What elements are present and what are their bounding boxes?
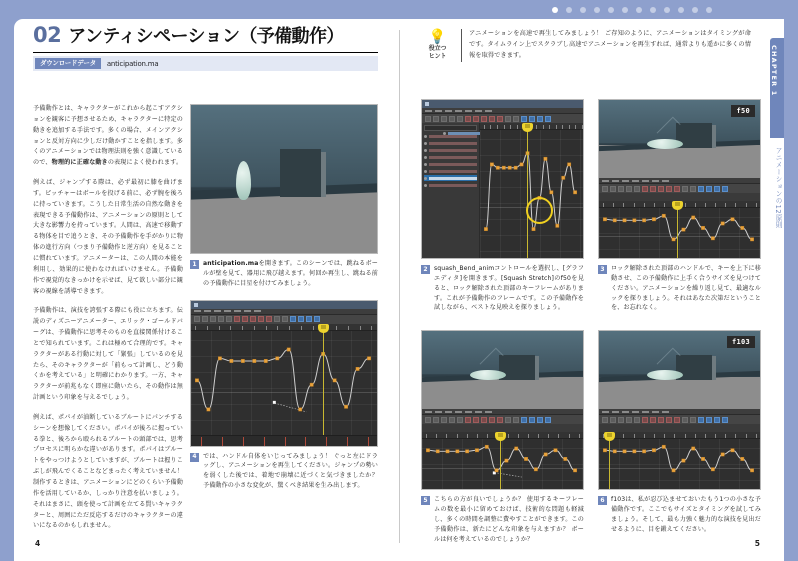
animation-curve <box>480 123 583 256</box>
figure-image <box>598 330 761 490</box>
figure-cell <box>421 99 584 324</box>
graph-editor-tool-button[interactable] <box>690 417 696 423</box>
download-filename: anticipation.ma <box>106 59 159 68</box>
graph-editor-tool-button[interactable] <box>666 186 672 192</box>
figure-caption-text: ロック解除された頂部のハンドルで、キーを上下に移動させ、この予備動作に上手く合うサイズを見つけてください。アニメーションを繰り返し見て、最適なルックを探りましょう。それはあなた次第だということを、お忘れなく。 <box>611 265 761 312</box>
download-badge: ダウンロードデータ <box>35 58 101 69</box>
graph-editor-tool-button[interactable] <box>674 417 680 423</box>
right-page <box>399 19 784 561</box>
graph-editor-tool-button[interactable] <box>618 417 624 423</box>
graph-editor-tool-button[interactable] <box>489 417 495 423</box>
viewport-ground <box>422 377 583 410</box>
graph-editor-tool-button[interactable] <box>489 116 495 122</box>
graph-editor-toolbar[interactable] <box>422 415 583 424</box>
graph-editor-curve-area[interactable] <box>599 201 760 258</box>
graph-editor-toolbar[interactable] <box>422 114 583 123</box>
graph-editor-tool-button[interactable] <box>722 417 728 423</box>
playhead[interactable] <box>500 432 501 489</box>
graph-editor-tool-button[interactable] <box>250 316 256 322</box>
graph-editor-curve-area[interactable] <box>422 432 583 489</box>
graph-editor-tool-button[interactable] <box>626 417 632 423</box>
graph-editor-tool-button[interactable] <box>441 116 447 122</box>
figure-caption-text: squash_Bend_animコントロールを選択し、[グラフエディタ]を開きます。[Squash Stretch]のf50を見ると、ロック解除された頂部のキーフレームがあります。これが予備動作のフレームです。この予備動作を試しながら、ベストな見映えを探りましょう。 <box>434 265 584 312</box>
playhead[interactable] <box>323 324 324 446</box>
maya-graph-editor <box>191 301 377 446</box>
graph-editor-tool-button[interactable] <box>650 417 656 423</box>
graph-editor-toolbar[interactable] <box>599 184 760 193</box>
body-paragraph: 予備動作とは、キャラクターがこれから起こすアクションを観客に予想させるため、キャラクターに特定の動きを追加する手法です。多くの場合、メインアクションと反対方向に少しだけ動かすことを指します。多くのアニメーションでは物理法則を強く意識しているので、物理的に正確な動きの表現によく使われます。 <box>33 105 183 167</box>
graph-editor-tool-button[interactable] <box>706 186 712 192</box>
figure-image <box>190 104 378 254</box>
graph-editor-curve-area[interactable] <box>191 324 377 446</box>
graph-editor-tool-button[interactable] <box>218 316 224 322</box>
outliner-row[interactable] <box>424 175 477 181</box>
body-paragraph: 予備動作は、演技を誇張する際にも役に立ちます。伝説のディズニーアニメーター、エリック・ゴールドバーグは、予備動作に思考そのものを直接関係付けることで知られています。これは極めて合理的です。キャラクターがある行動に対して「緊張」しているのを見たら、そのキャラクターが「前もって計画し、どう動くかを考えている」と明確にわかります。一方、キャラクターが前兆もなく即座に動いたら、その動作は無計画という印象を与えるでしょう。 <box>33 307 183 402</box>
figure-caption-text: f103は、私が忍び込ませておいたもう1つの小さな予備動作です。ここでもサイズとタイミングを試してみましょう。そして、最も力強く魅力的な演技を見出だせるように、目を鍛えてください。 <box>611 496 761 533</box>
graph-editor-tool-button[interactable] <box>497 417 503 423</box>
left-figure-column <box>190 104 378 502</box>
graph-editor-curve-area[interactable] <box>599 432 760 489</box>
graph-editor-tool-button[interactable] <box>529 417 535 423</box>
tip-box <box>421 29 751 62</box>
playhead-handle[interactable] <box>522 123 533 132</box>
outliner-row[interactable] <box>424 168 477 174</box>
graph-editor-tool-button[interactable] <box>481 116 487 122</box>
graph-editor-tool-button[interactable] <box>425 116 431 122</box>
graph-editor-tool-button[interactable] <box>465 116 471 122</box>
section-number: 02 <box>33 23 62 47</box>
figure-number: 3 <box>598 265 607 274</box>
graph-editor-tool-button[interactable] <box>674 186 680 192</box>
figure-caption <box>421 264 584 313</box>
viewport-wall <box>280 149 321 196</box>
graph-editor-tool-button[interactable] <box>602 186 608 192</box>
graph-editor-tool-button[interactable] <box>682 186 688 192</box>
graph-editor-tool-button[interactable] <box>682 417 688 423</box>
graph-editor-tool-button[interactable] <box>266 316 272 322</box>
graph-editor-tool-button[interactable] <box>433 417 439 423</box>
graph-editor-tool-button[interactable] <box>457 116 463 122</box>
figure-caption-text: anticipation.maを開きます。このシーンでは、跳ねるボールが壁を見て、器用に飛び越えます。何回か再生し、跳ねる前の予備動作に目星を付けてみましょう。 <box>203 260 378 287</box>
graph-editor-titlebar <box>191 301 377 309</box>
header-rule <box>33 52 378 53</box>
graph-editor-titlebar <box>422 100 583 108</box>
graph-editor-tool-button[interactable] <box>473 116 479 122</box>
figure-number: 4 <box>190 453 199 462</box>
graph-editor-tool-button[interactable] <box>650 186 656 192</box>
figure-caption <box>598 495 761 534</box>
graph-editor-tool-button[interactable] <box>314 316 320 322</box>
window-icon <box>425 102 429 106</box>
animation-curve <box>191 324 377 434</box>
maya-graph-editor <box>422 100 583 258</box>
figure-number: 2 <box>421 265 430 274</box>
chapter-subtitle: アニメーションの12原則 <box>774 147 782 229</box>
graph-editor-tool-button[interactable] <box>658 186 664 192</box>
graph-editor-tool-button[interactable] <box>258 316 264 322</box>
figure-caption-text: こちらの方が良いでしょうか？ 使用するキーフレームの数を最小に留めておけば、技術的な問題も軽減し、多くの時間を調整に費やすことができます。この予備動作は、新たにどんな印象を与えますか？ ボールは何を考えているのでしょうか？ <box>434 496 584 543</box>
graph-editor-tool-button[interactable] <box>433 116 439 122</box>
tip-label-line2: ヒント <box>428 53 447 61</box>
graph-editor-tool-button[interactable] <box>425 417 431 423</box>
maya-viewport <box>191 105 377 253</box>
graph-editor-tool-button[interactable] <box>618 186 624 192</box>
page-indicator-dots <box>0 0 798 19</box>
graph-editor-tool-button[interactable] <box>441 417 447 423</box>
graph-editor-tool-button[interactable] <box>722 186 728 192</box>
left-page <box>14 19 399 561</box>
graph-editor-tool-button[interactable] <box>457 417 463 423</box>
graph-editor-toolbar[interactable] <box>191 315 377 324</box>
graph-editor-tool-button[interactable] <box>290 316 296 322</box>
graph-editor-tool-button[interactable] <box>521 116 527 122</box>
graph-editor-tool-button[interactable] <box>602 417 608 423</box>
graph-editor-tool-button[interactable] <box>634 186 640 192</box>
page-dot <box>622 7 628 13</box>
graph-editor-tool-button[interactable] <box>529 116 535 122</box>
graph-editor-tool-button[interactable] <box>473 417 479 423</box>
graph-editor-tool-button[interactable] <box>242 316 248 322</box>
right-figure-grid <box>421 99 761 556</box>
figure-caption-text: では、ハンドル自体をいじってみましょう！ ぐっと左にドラッグし、アニメーションを再生してください。ジャンプの勢いを弱くした後では、着地で崩壊に近づくと気づきましたか？ 予備動作の小さな変化が、驚くべき結果を生み出します。 <box>203 452 378 490</box>
body-paragraph: 例えば、ポパイが油断しているブルートにパンチするシーンを想像してください。ポパイが後ろに握っている拳と、後ろから殴られるブルートの頭部では、思考プロセスに明らかな違いがあります。ポパイはブルートをやっつけようとしていますが、ブルートは握りこぶしが飛んでくることなどまったく考えていません！ 制作するときは、アニメーションにどのくらい予備動作を活用しているか、しっかり注意を払いましょう。それはまさに、頭を使って計画を立てる賢いキャラクターと、周囲にただ反応するだけのキャラクターの違いになるのかもしれません。 <box>33 413 183 530</box>
graph-editor-tool-button[interactable] <box>449 417 455 423</box>
page-number-left: 4 <box>35 539 41 548</box>
graph-editor-toolbar[interactable] <box>599 415 760 424</box>
spread-gutter <box>399 30 400 543</box>
graph-editor-timebar[interactable] <box>191 435 377 446</box>
outliner-row[interactable] <box>424 182 477 188</box>
graph-editor-curve-area[interactable] <box>480 123 583 258</box>
graph-editor-outliner[interactable] <box>422 123 480 258</box>
graph-editor-tool-button[interactable] <box>497 116 503 122</box>
graph-editor-tool-button[interactable] <box>714 417 720 423</box>
figure <box>421 330 584 544</box>
graph-editor-tool-button[interactable] <box>465 417 471 423</box>
graph-editor-tool-button[interactable] <box>537 116 543 122</box>
body-paragraph: 例えば、ジャンプする際は、必ず最初に膝を曲げます。ピッチャーはボールを投げる前に、必ず腕を後ろに持っていきます。こうした日常生活の自然な動きを表現できる予備動作は、アニメーションの原則として大きな影響力を持っています。人間は、高速で移動する物体を目で追うとき、その予備動作を手がかりに物体の進行方向（つまり予備動作と逆方向）を見ることに慣れています。アニメーターは、この人間の本能を利用し、効果的に使わなければいけません。予備動作で視覚的なきっかけを示せば、見て欲しい部分に観客の視線を誘導できます。 <box>33 179 183 295</box>
figure-cell <box>421 330 584 555</box>
figure <box>598 330 761 534</box>
frame-number-label: f103 <box>727 336 755 348</box>
tip-text: アニメーションを高速で再生してみましょう！ ご存知のように、アニメーションはタイミングが命です。タイムライン上でスクラブし高速でアニメーションを再生すれば、通常よりも遥かに多くの情報を取得できます。 <box>461 29 751 62</box>
maya-graph-editor <box>422 409 583 489</box>
page-dot <box>580 7 586 13</box>
graph-editor-tool-button[interactable] <box>658 417 664 423</box>
maya-viewport <box>422 331 583 409</box>
page-dot <box>664 7 670 13</box>
graph-editor-tool-button[interactable] <box>234 316 240 322</box>
figure-cell <box>598 330 761 555</box>
playhead[interactable] <box>609 432 610 489</box>
graph-editor-tool-button[interactable] <box>690 186 696 192</box>
graph-editor-tool-button[interactable] <box>626 186 632 192</box>
figure <box>421 99 584 313</box>
graph-editor-tool-button[interactable] <box>513 417 519 423</box>
page-dot <box>594 7 600 13</box>
viewport-ball <box>236 161 251 199</box>
figure-caption <box>421 495 584 544</box>
page-dot <box>608 7 614 13</box>
figure <box>190 300 378 491</box>
figure-caption <box>190 259 378 289</box>
viewport-wall-edge <box>712 125 716 148</box>
figure-image <box>421 99 584 259</box>
graph-editor-tool-button[interactable] <box>698 417 704 423</box>
graph-editor-tool-button[interactable] <box>210 316 216 322</box>
figure-caption <box>190 452 378 491</box>
outliner-row[interactable] <box>424 140 477 146</box>
chapter-tab-label: CHAPTER 1 <box>770 45 778 97</box>
window-icon <box>194 303 198 307</box>
graph-editor-tool-button[interactable] <box>202 316 208 322</box>
frame-number-label: f50 <box>731 105 755 117</box>
graph-editor-tool-button[interactable] <box>698 186 704 192</box>
outliner-row[interactable] <box>424 147 477 153</box>
figure-number: 6 <box>598 496 607 505</box>
graph-editor-tool-button[interactable] <box>706 417 712 423</box>
viewport-ground <box>191 191 377 253</box>
graph-editor-tool-button[interactable] <box>537 417 543 423</box>
viewport-ground <box>599 145 760 178</box>
page-dot <box>552 7 558 13</box>
page-dot <box>678 7 684 13</box>
graph-editor-tool-button[interactable] <box>505 116 511 122</box>
page-header <box>33 25 378 71</box>
chapter-tab <box>770 38 784 138</box>
graph-editor-tool-button[interactable] <box>282 316 288 322</box>
graph-editor-tool-button[interactable] <box>545 417 551 423</box>
page-dot <box>636 7 642 13</box>
figure <box>598 99 761 313</box>
body-text-column <box>33 104 183 541</box>
page-title: アンティシペーション（予備動作） <box>68 26 344 47</box>
figure-number: 1 <box>190 260 199 269</box>
page-dot <box>566 7 572 13</box>
page-dot <box>650 7 656 13</box>
graph-editor-tool-button[interactable] <box>513 116 519 122</box>
figure-image <box>190 300 378 447</box>
outliner-row[interactable] <box>424 161 477 167</box>
figure-image <box>421 330 584 490</box>
graph-editor-tool-button[interactable] <box>714 186 720 192</box>
graph-editor-tool-button[interactable] <box>194 316 200 322</box>
page-dot <box>706 7 712 13</box>
lightbulb-icon: 💡 <box>428 29 447 45</box>
graph-editor-tool-button[interactable] <box>481 417 487 423</box>
graph-editor-tool-button[interactable] <box>610 417 616 423</box>
download-data-bar <box>33 56 378 71</box>
page-dot <box>692 7 698 13</box>
graph-editor-tool-button[interactable] <box>298 316 304 322</box>
graph-editor-tool-button[interactable] <box>545 116 551 122</box>
maya-graph-editor <box>599 409 760 489</box>
graph-editor-tool-button[interactable] <box>521 417 527 423</box>
figure-cell <box>598 99 761 324</box>
page-number-right: 5 <box>754 539 760 548</box>
viewport-wall-edge <box>535 356 539 379</box>
graph-editor-tool-button[interactable] <box>226 316 232 322</box>
figure-number: 5 <box>421 496 430 505</box>
playhead[interactable] <box>677 201 678 258</box>
viewport-wall-edge <box>712 356 716 379</box>
playhead[interactable] <box>527 123 528 258</box>
figure-image <box>598 99 761 259</box>
viewport-ball <box>647 139 682 149</box>
graph-editor-tool-button[interactable] <box>306 316 312 322</box>
playhead-handle[interactable] <box>318 324 329 333</box>
graph-editor-tool-button[interactable] <box>642 417 648 423</box>
tip-label-line1: 役立つ <box>428 45 447 52</box>
figure <box>190 104 378 289</box>
graph-editor-tool-button[interactable] <box>642 186 648 192</box>
outliner-row[interactable] <box>424 154 477 160</box>
graph-editor-tool-button[interactable] <box>274 316 280 322</box>
graph-editor-tool-button[interactable] <box>610 186 616 192</box>
graph-editor-tool-button[interactable] <box>666 417 672 423</box>
graph-editor-tool-button[interactable] <box>505 417 511 423</box>
viewport-ground <box>599 377 760 410</box>
animation-curve <box>599 432 760 488</box>
viewport-wall-edge <box>321 152 326 196</box>
figure-caption <box>598 264 761 313</box>
maya-graph-editor <box>599 178 760 258</box>
graph-editor-tool-button[interactable] <box>634 417 640 423</box>
graph-editor-tool-button[interactable] <box>449 116 455 122</box>
